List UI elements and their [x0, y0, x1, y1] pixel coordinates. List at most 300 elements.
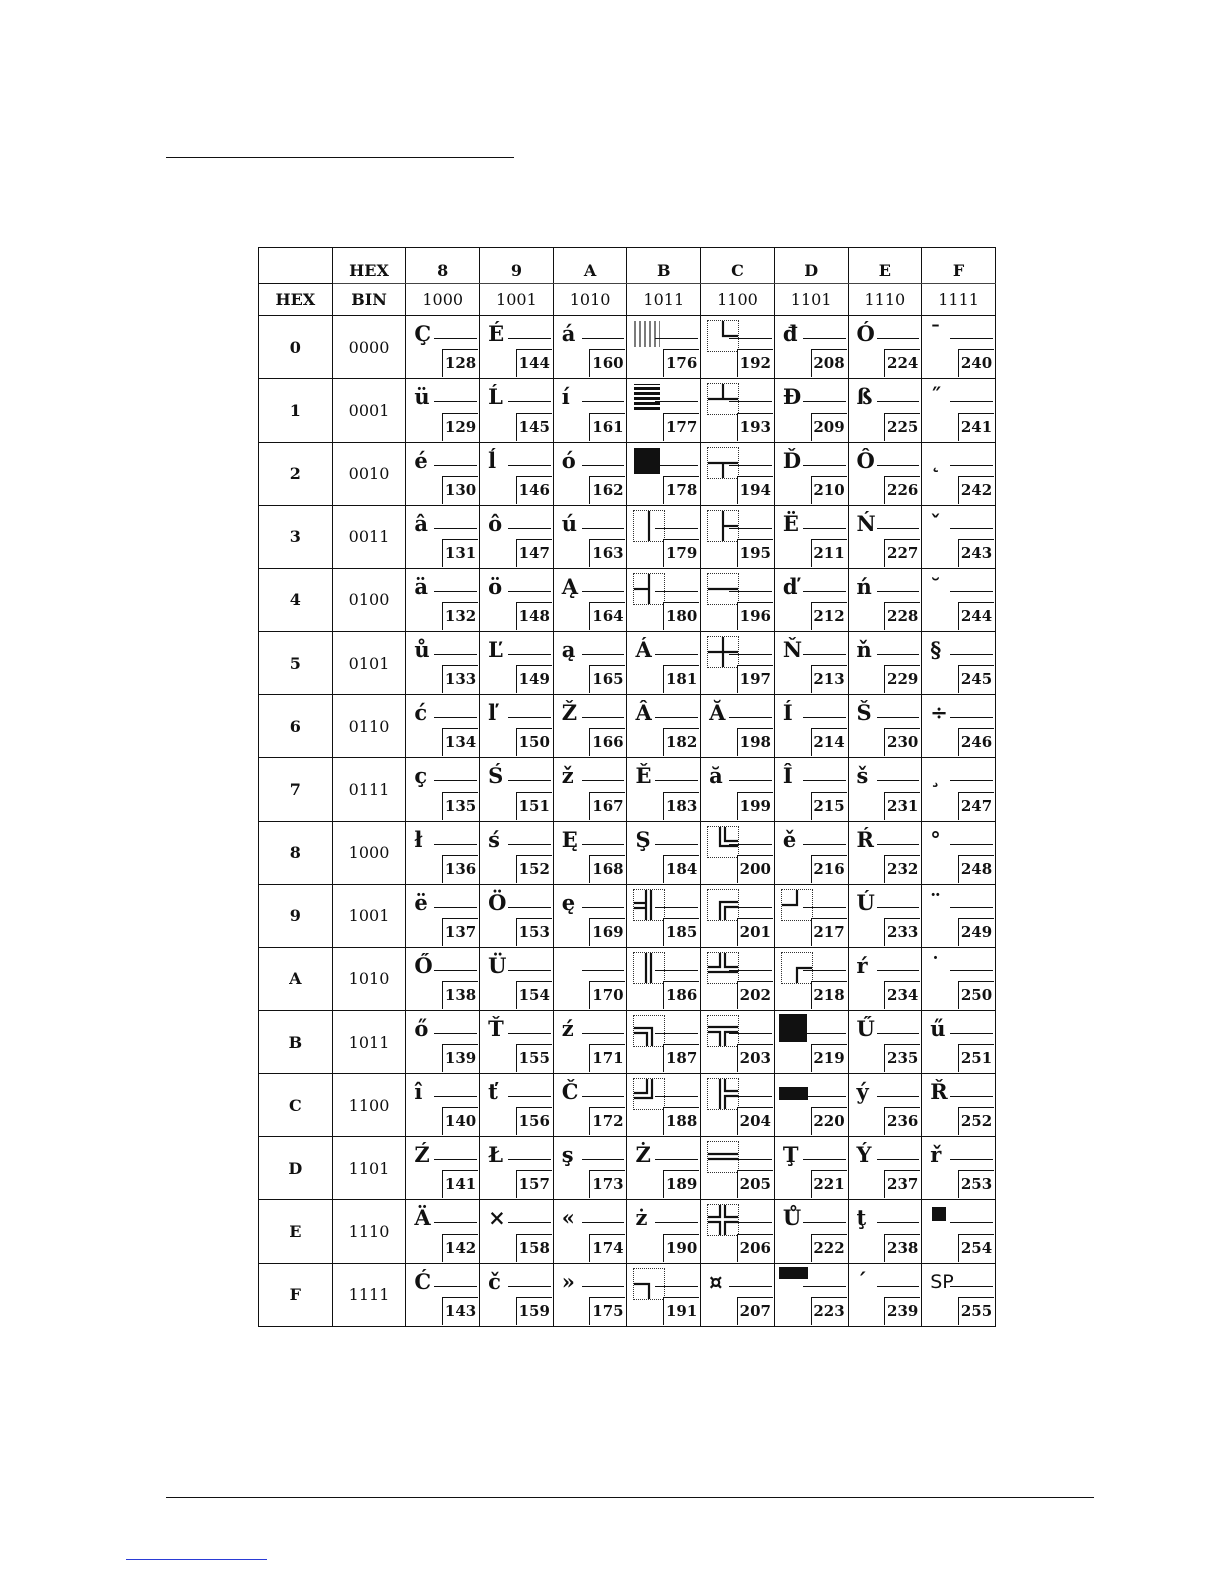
char-glyph: Ů	[782, 1205, 802, 1231]
char-cell	[480, 884, 554, 947]
char-cell	[774, 1074, 848, 1137]
char-glyph: ć	[414, 700, 428, 726]
row-bin: 0110	[332, 695, 406, 758]
char-cell	[480, 379, 554, 442]
char-code: 231	[884, 792, 920, 820]
char-code: 216	[811, 855, 847, 883]
row-hex: 3	[259, 505, 333, 568]
char-code: 170	[589, 981, 625, 1009]
char-cell	[701, 1200, 775, 1263]
char-code: 218	[811, 981, 847, 1009]
char-cell	[406, 1137, 480, 1200]
char-glyph: Ö	[488, 889, 507, 915]
cell-underline	[950, 528, 993, 529]
cell-underline	[729, 907, 772, 908]
char-code: 142	[442, 1234, 478, 1262]
cell-underline	[508, 1096, 551, 1097]
row-hex: 6	[259, 695, 333, 758]
char-cell	[406, 568, 480, 631]
box-down-left-icon	[633, 1268, 665, 1300]
char-code: 157	[516, 1170, 552, 1198]
cell-underline	[582, 465, 625, 466]
char-code: 232	[884, 855, 920, 883]
char-cell	[553, 1200, 627, 1263]
char-code: 199	[737, 792, 773, 820]
cell-underline	[803, 1222, 846, 1223]
char-code: 198	[737, 728, 773, 756]
cell-underline	[950, 1033, 993, 1034]
cell-underline	[434, 654, 477, 655]
char-glyph: ň	[856, 637, 872, 663]
char-code: 149	[516, 665, 552, 693]
row-bin: 1011	[332, 1010, 406, 1073]
char-cell	[627, 1263, 701, 1326]
char-cell	[406, 316, 480, 379]
char-code: 136	[442, 855, 478, 883]
char-code: 224	[884, 349, 920, 377]
char-cell	[922, 379, 996, 442]
cell-underline	[950, 591, 993, 592]
char-code: 233	[884, 918, 920, 946]
char-cell	[406, 1010, 480, 1073]
char-glyph: »	[561, 1268, 575, 1294]
char-code: 152	[516, 855, 552, 883]
char-code: 251	[958, 1044, 994, 1072]
char-code: 228	[884, 602, 920, 630]
row-hex: 5	[259, 632, 333, 695]
table-row	[259, 821, 996, 884]
char-glyph: Ř	[930, 1079, 948, 1105]
header-row-hex	[259, 248, 996, 284]
char-glyph: ˇ	[930, 510, 941, 536]
char-glyph: č	[488, 1268, 501, 1294]
cell-underline	[655, 1222, 698, 1223]
char-code: 171	[589, 1044, 625, 1072]
box-double-down-right-icon	[707, 889, 739, 921]
char-code: 130	[442, 476, 478, 504]
cell-underline	[729, 1222, 772, 1223]
char-cell	[406, 695, 480, 758]
cell-underline	[803, 1159, 846, 1160]
char-code: 249	[958, 918, 994, 946]
cell-underline	[655, 338, 698, 339]
char-cell	[406, 505, 480, 568]
char-glyph: Ý	[856, 1142, 872, 1168]
cell-underline	[729, 717, 772, 718]
cell-underline	[729, 1033, 772, 1034]
char-code: 150	[516, 728, 552, 756]
char-cell	[701, 1263, 775, 1326]
char-glyph: ŕ	[856, 952, 868, 978]
char-cell	[627, 632, 701, 695]
row-bin: 0010	[332, 442, 406, 505]
column-hex-a: A	[553, 248, 627, 284]
cell-underline	[655, 654, 698, 655]
char-code: 161	[589, 413, 625, 441]
char-cell	[922, 442, 996, 505]
cell-underline	[729, 528, 772, 529]
char-cell	[848, 1074, 922, 1137]
cell-underline	[877, 717, 920, 718]
char-cell	[480, 632, 554, 695]
bottom-rule	[166, 1497, 1094, 1498]
char-cell	[701, 442, 775, 505]
cell-underline	[803, 1096, 846, 1097]
char-glyph: Ć	[414, 1268, 432, 1294]
char-glyph: Ó	[856, 321, 875, 347]
column-hex-d: D	[774, 248, 848, 284]
row-hex: 1	[259, 379, 333, 442]
cell-underline	[729, 780, 772, 781]
cell-underline	[582, 907, 625, 908]
char-code: 250	[958, 981, 994, 1009]
char-cell	[848, 379, 922, 442]
char-cell	[627, 1137, 701, 1200]
char-cell	[406, 821, 480, 884]
char-glyph: Ä	[414, 1205, 431, 1231]
char-cell	[553, 884, 627, 947]
char-code: 146	[516, 476, 552, 504]
char-cell	[774, 568, 848, 631]
cell-underline	[729, 591, 772, 592]
char-code: 153	[516, 918, 552, 946]
char-cell	[553, 1074, 627, 1137]
table-row	[259, 758, 996, 821]
char-cell	[922, 1074, 996, 1137]
cell-underline	[508, 1286, 551, 1287]
char-glyph: ě	[782, 826, 797, 852]
char-glyph: Š	[856, 700, 872, 726]
char-code: 148	[516, 602, 552, 630]
upper-half-block-icon	[779, 1267, 808, 1279]
cell-underline	[655, 970, 698, 971]
char-cell	[406, 1263, 480, 1326]
char-cell	[701, 1137, 775, 1200]
cell-underline	[582, 401, 625, 402]
char-cell	[701, 1074, 775, 1137]
char-glyph: á	[561, 321, 576, 347]
cell-underline	[508, 465, 551, 466]
table-row	[259, 505, 996, 568]
char-code: 221	[811, 1170, 847, 1198]
cell-underline	[655, 401, 698, 402]
cell-underline	[655, 1096, 698, 1097]
char-code: 178	[663, 476, 699, 504]
shade-light-icon	[634, 321, 660, 347]
table-row	[259, 1263, 996, 1326]
cell-underline	[950, 717, 993, 718]
cell-underline	[877, 1159, 920, 1160]
box-double-down-horizontal-icon	[707, 1015, 739, 1047]
char-glyph: Đ	[782, 384, 802, 410]
char-code: 239	[884, 1297, 920, 1325]
cell-underline	[950, 780, 993, 781]
char-cell	[848, 568, 922, 631]
cell-underline	[655, 528, 698, 529]
table-row	[259, 947, 996, 1010]
cell-underline	[950, 1222, 993, 1223]
char-cell	[480, 1137, 554, 1200]
char-glyph: Ň	[782, 637, 803, 663]
char-code: 144	[516, 349, 552, 377]
char-glyph: ę	[561, 889, 576, 915]
char-code: 141	[442, 1170, 478, 1198]
box-double-down-left-icon	[633, 1015, 665, 1047]
box-double-vertical-icon	[633, 952, 665, 984]
char-code: 248	[958, 855, 994, 883]
cell-underline	[950, 465, 993, 466]
cell-underline	[950, 338, 993, 339]
char-cell	[848, 884, 922, 947]
char-cell	[922, 505, 996, 568]
char-code: 255	[958, 1297, 994, 1325]
char-glyph: ö	[488, 573, 503, 599]
cell-underline	[803, 401, 846, 402]
box-double-cross-icon	[707, 1204, 739, 1236]
row-bin: 1101	[332, 1137, 406, 1200]
char-glyph: š	[856, 763, 869, 789]
char-cell	[553, 442, 627, 505]
cell-underline	[508, 1033, 551, 1034]
char-glyph: ľ	[488, 700, 497, 726]
cell-underline	[655, 780, 698, 781]
row-bin: 1111	[332, 1263, 406, 1326]
char-code: 163	[589, 539, 625, 567]
cell-underline	[877, 1286, 920, 1287]
cell-underline	[434, 1286, 477, 1287]
table-row	[259, 379, 996, 442]
char-code: 185	[663, 918, 699, 946]
char-cell	[627, 568, 701, 631]
char-glyph: ˛	[930, 447, 941, 473]
row-hex: A	[259, 947, 333, 1010]
cell-underline	[582, 1033, 625, 1034]
box-vertical-right-icon	[707, 510, 739, 542]
char-code: 234	[884, 981, 920, 1009]
char-cell	[848, 758, 922, 821]
top-rule	[166, 157, 514, 158]
row-bin: 0100	[332, 568, 406, 631]
char-code: 147	[516, 539, 552, 567]
char-glyph: Č	[561, 1079, 579, 1105]
char-glyph: Ż	[635, 1142, 651, 1168]
cell-underline	[582, 970, 625, 971]
char-glyph: Ď	[782, 447, 802, 473]
char-cell	[922, 884, 996, 947]
box-cross-icon	[707, 636, 739, 668]
box-down-right-icon	[781, 952, 813, 984]
char-cell	[922, 758, 996, 821]
char-cell	[553, 1137, 627, 1200]
box-up-horizontal-icon	[707, 383, 739, 415]
column-hex-b: B	[627, 248, 701, 284]
row-bin: 0000	[332, 316, 406, 379]
cell-underline	[582, 844, 625, 845]
char-code: 177	[663, 413, 699, 441]
cell-underline	[729, 1286, 772, 1287]
cell-underline	[877, 528, 920, 529]
row-bin: 1100	[332, 1074, 406, 1137]
char-code: 201	[737, 918, 773, 946]
char-cell	[774, 632, 848, 695]
char-glyph: Ü	[488, 952, 507, 978]
char-code: 176	[663, 349, 699, 377]
char-cell	[480, 1010, 554, 1073]
char-cell	[480, 442, 554, 505]
cell-underline	[508, 717, 551, 718]
char-code: 195	[737, 539, 773, 567]
cell-underline	[434, 465, 477, 466]
cell-underline	[803, 338, 846, 339]
cell-underline	[582, 1222, 625, 1223]
char-cell	[627, 1010, 701, 1073]
char-code: 174	[589, 1234, 625, 1262]
row-hex: D	[259, 1137, 333, 1200]
table-row	[259, 1010, 996, 1073]
char-cell	[774, 884, 848, 947]
cell-underline	[655, 465, 698, 466]
column-bin-f: 1111	[922, 283, 996, 316]
char-glyph: Ţ	[782, 1142, 799, 1168]
char-glyph: ą	[561, 637, 576, 663]
char-glyph: ź	[561, 1015, 574, 1041]
char-cell	[774, 1010, 848, 1073]
column-bin-8: 1000	[406, 283, 480, 316]
cell-underline	[877, 401, 920, 402]
char-code: 225	[884, 413, 920, 441]
char-glyph: ń	[856, 573, 872, 599]
cell-underline	[582, 717, 625, 718]
char-code: 138	[442, 981, 478, 1009]
char-code: 200	[737, 855, 773, 883]
char-cell	[480, 947, 554, 1010]
cell-underline	[803, 654, 846, 655]
cell-underline	[655, 717, 698, 718]
cell-underline	[877, 1033, 920, 1034]
char-code: 184	[663, 855, 699, 883]
char-cell	[848, 1200, 922, 1263]
char-cell	[774, 505, 848, 568]
cell-underline	[877, 338, 920, 339]
square-icon	[932, 1207, 946, 1221]
char-cell	[701, 947, 775, 1010]
char-cell	[848, 1263, 922, 1326]
column-hex-8: 8	[406, 248, 480, 284]
cell-underline	[803, 844, 846, 845]
char-glyph: Â	[635, 700, 652, 726]
char-code: 222	[811, 1234, 847, 1262]
cell-underline	[434, 907, 477, 908]
char-cell	[553, 568, 627, 631]
cell-underline	[877, 591, 920, 592]
cell-underline	[729, 844, 772, 845]
char-cell	[701, 379, 775, 442]
char-code: 217	[811, 918, 847, 946]
char-cell	[627, 1200, 701, 1263]
char-glyph: ß	[856, 384, 873, 410]
row-hex: E	[259, 1200, 333, 1263]
box-vertical-icon	[633, 510, 665, 542]
char-code: 227	[884, 539, 920, 567]
char-code: 197	[737, 665, 773, 693]
char-glyph: ˙	[930, 952, 941, 978]
char-glyph: ˝	[930, 384, 941, 410]
char-glyph: ¸	[930, 763, 941, 789]
char-cell	[701, 632, 775, 695]
cell-underline	[729, 401, 772, 402]
header-row-bin	[259, 283, 996, 316]
char-cell	[480, 568, 554, 631]
table-row	[259, 442, 996, 505]
char-glyph: Ł	[488, 1142, 503, 1168]
char-code: 212	[811, 602, 847, 630]
char-cell	[627, 758, 701, 821]
char-cell	[848, 316, 922, 379]
char-glyph: Ă	[709, 700, 726, 726]
char-glyph: Ě	[635, 763, 652, 789]
char-code: 169	[589, 918, 625, 946]
char-cell	[848, 632, 922, 695]
table-row	[259, 1074, 996, 1137]
char-glyph: Ť	[488, 1015, 504, 1041]
char-cell	[701, 821, 775, 884]
cell-underline	[655, 907, 698, 908]
char-cell	[553, 758, 627, 821]
cell-underline	[434, 844, 477, 845]
char-cell	[922, 821, 996, 884]
char-code: 129	[442, 413, 478, 441]
char-code: 206	[737, 1234, 773, 1262]
cell-underline	[434, 1033, 477, 1034]
char-glyph: ś	[488, 826, 500, 852]
cell-underline	[803, 780, 846, 781]
cell-underline	[434, 717, 477, 718]
char-glyph: ˘	[930, 573, 941, 599]
char-code: 214	[811, 728, 847, 756]
char-code: 155	[516, 1044, 552, 1072]
cell-underline	[950, 401, 993, 402]
char-code: 215	[811, 792, 847, 820]
cell-underline	[508, 1222, 551, 1223]
char-cell	[480, 1263, 554, 1326]
char-glyph: ż	[635, 1205, 648, 1231]
char-code: 189	[663, 1170, 699, 1198]
char-cell	[848, 821, 922, 884]
char-code: 132	[442, 602, 478, 630]
char-glyph: SP	[930, 1270, 954, 1293]
char-code: 246	[958, 728, 994, 756]
cell-underline	[950, 1096, 993, 1097]
cell-underline	[582, 528, 625, 529]
char-glyph: ë	[414, 889, 428, 915]
cell-underline	[729, 1096, 772, 1097]
char-code: 128	[442, 349, 478, 377]
char-code: 167	[589, 792, 625, 820]
box-vertical-left-icon	[633, 573, 665, 605]
char-cell	[774, 1263, 848, 1326]
char-code: 196	[737, 602, 773, 630]
char-glyph: Ľ	[488, 637, 503, 663]
cell-underline	[803, 591, 846, 592]
char-glyph: ¯	[930, 321, 941, 347]
char-glyph: ú	[561, 510, 578, 536]
char-code: 203	[737, 1044, 773, 1072]
cell-underline	[877, 1222, 920, 1223]
table-row	[259, 316, 996, 379]
char-code: 240	[958, 349, 994, 377]
char-code: 135	[442, 792, 478, 820]
char-code: 210	[811, 476, 847, 504]
